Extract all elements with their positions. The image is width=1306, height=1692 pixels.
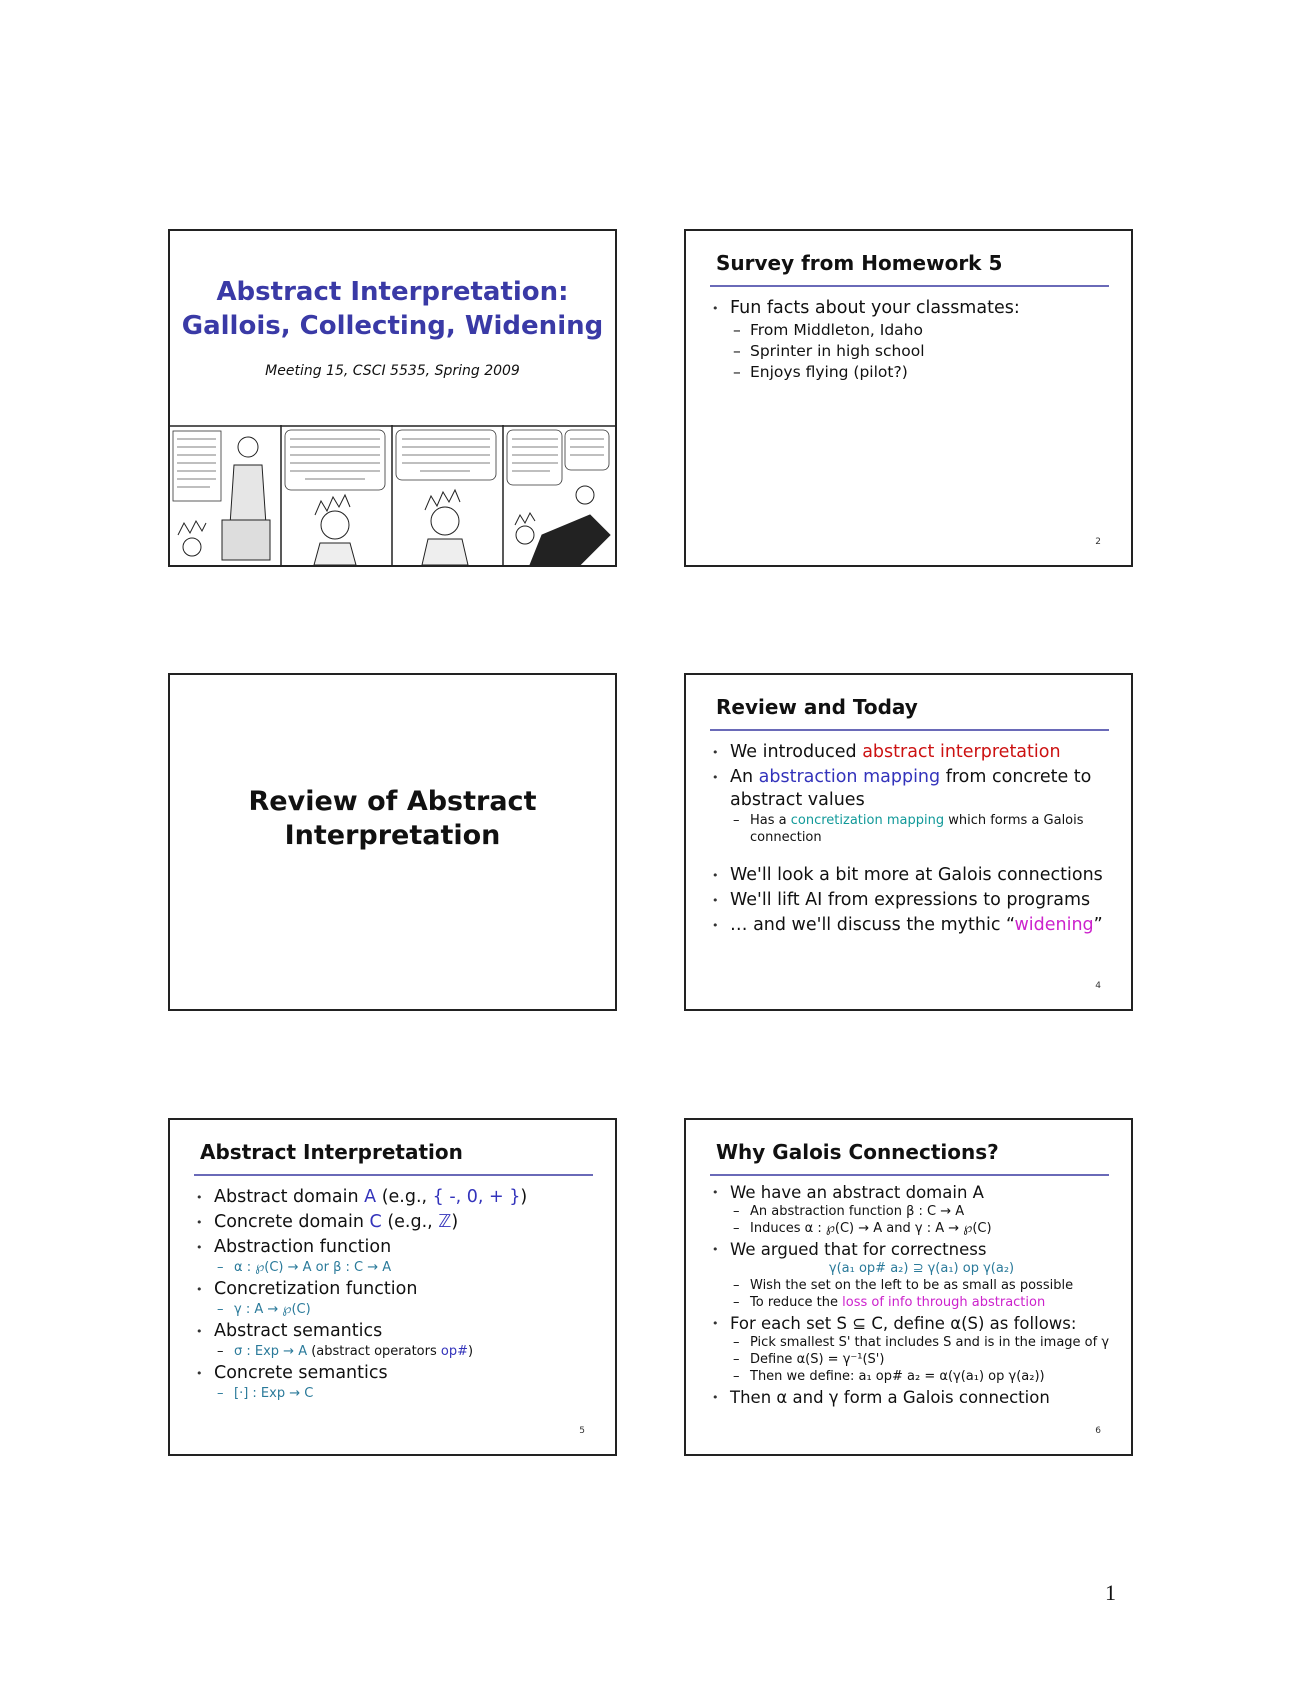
slide-4-title: Review and Today xyxy=(716,695,918,719)
bullet-text: Concrete semantics xyxy=(214,1363,388,1383)
sub-bullet xyxy=(214,1343,597,1360)
bullet-text: We argued that for correctness xyxy=(730,1240,987,1259)
sub-text: which forms a Galois connection xyxy=(750,813,1084,845)
sub-text: (abstract operators xyxy=(307,1344,441,1359)
slide-6-title: Why Galois Connections? xyxy=(716,1140,999,1164)
sub-bullet: – Pick smallest S' that includes S and is in the image of γ xyxy=(730,1334,1113,1351)
slide-5-title: Abstract Interpretation xyxy=(200,1140,463,1164)
bullet xyxy=(194,1211,597,1234)
title-divider xyxy=(710,285,1109,287)
sub-bullet: – Wish the set on the left to be as small as possible xyxy=(730,1277,1113,1294)
sub-text: To reduce the xyxy=(750,1295,843,1310)
sub-bullet: – γ : A → ℘(C) xyxy=(214,1301,597,1318)
bullet-text: We have an abstract domain A xyxy=(730,1183,984,1202)
title-line-2: Gallois, Collecting, Widening xyxy=(181,311,604,341)
bullet xyxy=(710,766,1113,846)
bullet-text: (e.g., xyxy=(376,1187,433,1207)
title-divider xyxy=(194,1174,593,1176)
highlight-term: abstract interpretation xyxy=(862,742,1061,762)
bullet-text: from concrete to abstract values xyxy=(730,767,1092,810)
sub-bullet: – α : ℘(C) → A or β : C → A xyxy=(214,1259,597,1276)
title-divider xyxy=(710,1174,1109,1176)
bullet-text: We introduced xyxy=(730,742,863,762)
title-line-2: Interpretation xyxy=(284,820,501,851)
comic-strip-image xyxy=(170,425,615,565)
bullet: • Then α and γ form a Galois connection xyxy=(710,1387,1113,1408)
symbol: op# xyxy=(440,1344,468,1359)
symbol: { -, 0, + } xyxy=(432,1187,521,1207)
bullet-text: Concretization function xyxy=(214,1279,418,1299)
bullet-text: … and we'll discuss the mythic “ xyxy=(730,915,1015,935)
bullet-text: (e.g., xyxy=(381,1212,439,1232)
highlight-term: abstraction mapping xyxy=(758,767,941,787)
bullet xyxy=(710,914,1113,937)
slide-4-body xyxy=(710,741,1113,939)
symbol: A xyxy=(364,1187,377,1207)
bullet xyxy=(194,1278,597,1318)
slide-1-title-text xyxy=(170,275,615,343)
slide-5-body xyxy=(194,1186,597,1404)
slide-2 xyxy=(684,229,1133,567)
slide-2-body xyxy=(710,297,1113,385)
slide-number: 4 xyxy=(1095,981,1101,991)
bullet xyxy=(710,741,1113,764)
bullet-text: Abstract semantics xyxy=(214,1321,383,1341)
subtitle-part: Meeting 15, xyxy=(265,363,353,379)
bullet-text: An xyxy=(730,767,759,787)
sub-text: ) xyxy=(468,1344,474,1359)
sub-bullet xyxy=(730,812,1113,846)
sub-bullet: – Then we define: a₁ op# a₂ = α(γ(a₁) op γ(a₂)) xyxy=(730,1368,1113,1385)
slide-number: 2 xyxy=(1095,537,1101,547)
sub-bullet: – Sprinter in high school xyxy=(730,341,1113,362)
slide-2-title: Survey from Homework 5 xyxy=(716,251,1003,275)
comic-strip-drawing xyxy=(170,425,615,565)
sub-bullet: – Enjoys flying (pilot?) xyxy=(730,362,1113,383)
bullet xyxy=(194,1362,597,1402)
symbol: σ : Exp → A xyxy=(234,1344,308,1359)
sub-text: Has a xyxy=(750,813,791,828)
sub-bullet: – An abstraction function β : C → A xyxy=(730,1203,1113,1220)
bullet-text: ) xyxy=(520,1187,528,1207)
slide-5 xyxy=(168,1118,617,1456)
sub-bullet xyxy=(730,1294,1113,1311)
bullet-text: For each set S ⊆ C, define α(S) as follows: xyxy=(730,1314,1077,1333)
sub-bullet: – [·] : Exp → C xyxy=(214,1385,597,1402)
title-line-1: Abstract Interpretation: xyxy=(216,277,569,307)
sub-bullet: – Induces α : ℘(C) → A and γ : A → ℘(C) xyxy=(730,1220,1113,1237)
bullet: • We'll lift AI from expressions to programs xyxy=(710,889,1113,912)
bullet xyxy=(710,297,1113,383)
highlight-term: concretization mapping xyxy=(790,813,945,828)
bullet xyxy=(194,1236,597,1276)
slide-4 xyxy=(684,673,1133,1011)
symbol: ℤ xyxy=(438,1212,452,1232)
slide-number: 6 xyxy=(1095,1426,1101,1436)
formula: γ(a₁ op# a₂) ⊇ γ(a₁) op γ(a₂) xyxy=(828,1261,1015,1276)
title-divider xyxy=(710,729,1109,731)
bullet xyxy=(710,1182,1113,1237)
bullet xyxy=(710,1239,1113,1311)
bullet-text: Abstraction function xyxy=(214,1237,392,1257)
bullet xyxy=(194,1186,597,1209)
slide-number: 5 xyxy=(579,1426,585,1436)
slide-3-section xyxy=(168,673,617,1011)
slide-1-title xyxy=(168,229,617,567)
slide-6-body xyxy=(710,1182,1113,1410)
bullet-text: ) xyxy=(451,1212,459,1232)
bullet: • We'll look a bit more at Galois connections xyxy=(710,864,1113,887)
page-number: 1 xyxy=(1105,1580,1116,1605)
subtitle-part: , Spring 2009 xyxy=(425,363,520,379)
sub-bullet: – From Middleton, Idaho xyxy=(730,320,1113,341)
subtitle-course: CSCI 5535 xyxy=(352,363,426,379)
bullet-text: Fun facts about your classmates: xyxy=(730,298,1020,318)
highlight-term: loss of info through abstraction xyxy=(842,1295,1046,1310)
bullet-text: Concrete domain xyxy=(214,1212,370,1232)
slide-3-title xyxy=(170,785,615,853)
symbol: C xyxy=(369,1212,382,1232)
bullet xyxy=(710,1313,1113,1385)
sub-bullet: – Define α(S) = γ⁻¹(S') xyxy=(730,1351,1113,1368)
bullet-text: Abstract domain xyxy=(214,1187,365,1207)
highlight-term: widening xyxy=(1014,915,1094,935)
slide-1-subtitle xyxy=(170,363,615,379)
title-line-1: Review of Abstract xyxy=(248,786,537,817)
bullet xyxy=(194,1320,597,1360)
slide-6 xyxy=(684,1118,1133,1456)
bullet-text: ” xyxy=(1093,915,1103,935)
